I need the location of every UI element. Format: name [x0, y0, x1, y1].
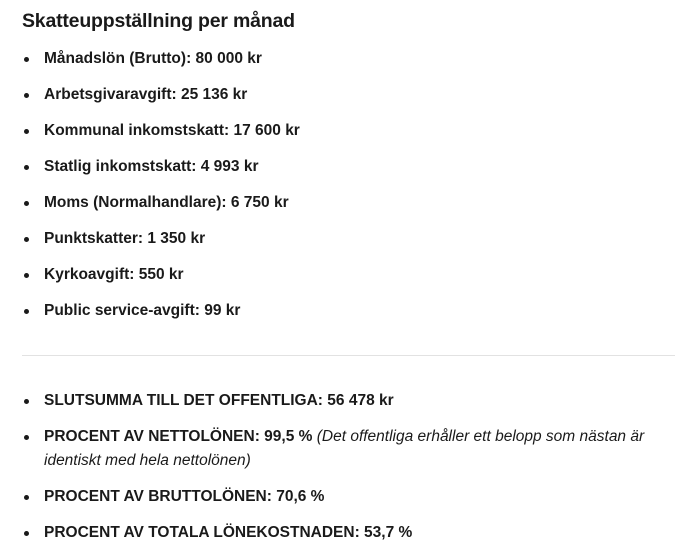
bullet-icon — [24, 201, 29, 206]
item-text: Punktskatter: 1 350 kr — [44, 230, 206, 247]
bullet-icon — [24, 273, 29, 278]
summary-item-total — [22, 389, 675, 413]
item-text: Arbetsgivaravgift: 25 136 kr — [44, 86, 248, 103]
list-item — [22, 155, 675, 179]
summary-text: SLUTSUMMA TILL DET OFFENTLIGA: 56 478 kr — [44, 392, 394, 409]
item-text: Statlig inkomstskatt: 4 993 kr — [44, 158, 259, 175]
bullet-icon — [24, 495, 29, 500]
item-text: Moms (Normalhandlare): 6 750 kr — [44, 194, 289, 211]
bullet-icon — [24, 57, 29, 62]
bullet-icon — [24, 399, 29, 404]
tax-item-list — [22, 47, 675, 335]
summary-text: PROCENT AV BRUTTOLÖNEN: 70,6 % — [44, 488, 325, 505]
list-item — [22, 119, 675, 143]
bullet-icon — [24, 129, 29, 134]
page-title: Skatteuppställning per månad — [22, 10, 295, 32]
summary-text: PROCENT AV NETTOLÖNEN: 99,5 % — [44, 428, 313, 445]
list-item — [22, 191, 675, 215]
summary-item-gross-percent — [22, 485, 675, 509]
list-item — [22, 47, 675, 71]
summary-note: (Det offentliga erhåller ett belopp som nästan är identiskt med hela nettolönen) — [44, 428, 645, 469]
bullet-icon — [24, 237, 29, 242]
bullet-icon — [24, 93, 29, 98]
bullet-icon — [24, 165, 29, 170]
item-text: Public service-avgift: 99 kr — [44, 302, 241, 319]
bullet-icon — [24, 531, 29, 536]
summary-item-net-percent — [22, 425, 675, 473]
divider — [22, 355, 675, 356]
list-item — [22, 299, 675, 323]
list-item — [22, 227, 675, 251]
summary-text: PROCENT AV TOTALA LÖNEKOSTNADEN: 53,7 % — [44, 524, 413, 541]
item-text: Kyrkoavgift: 550 kr — [44, 266, 184, 283]
summary-list — [22, 389, 675, 557]
bullet-icon — [24, 435, 29, 440]
item-text: Månadslön (Brutto): 80 000 kr — [44, 50, 262, 67]
item-text: Kommunal inkomstskatt: 17 600 kr — [44, 122, 300, 139]
list-item — [22, 263, 675, 287]
bullet-icon — [24, 309, 29, 314]
summary-item-total-cost-percent — [22, 521, 675, 545]
list-item — [22, 83, 675, 107]
